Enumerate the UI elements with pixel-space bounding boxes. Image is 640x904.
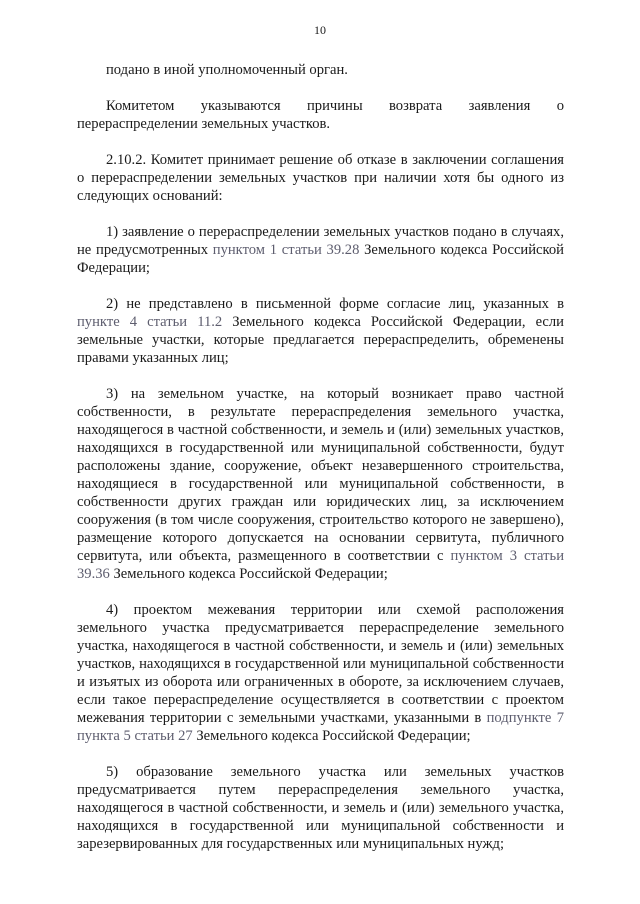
list-item-3-text: 3) на земельном участке, на который возникает право частной собственности, в результате перераспределения земельного участка, находящегося в частной собственности, и земель и (или) земельных участков, находящихся в государственной или муниципальной собственности, будут расположены здание, сооружение, объект незавершенного строительства, находящиеся в государственной или муниципальной собственности, в собственности других граждан или юридических лиц, за исключением сооружения (в том числе сооружения, строительство которого не завершено), размещение которого допускается на основании сервитута, публичного сервитута, или объекта, размещенного в соответствии с bbox=[77, 386, 564, 564]
list-item-2-tail: Земельного кодекса Российской Федерации, если земельные участки, которые предлагается перераспределить, обременены правами указанных лиц; bbox=[77, 314, 564, 366]
list-item-2-text: 2) не представлено в письменной форме согласие лиц, указанных в bbox=[106, 296, 564, 312]
page-number: 10 bbox=[314, 23, 326, 37]
legal-reference-link[interactable]: пунктом 1 статьи 39.28 bbox=[212, 242, 360, 258]
list-item-2 bbox=[77, 295, 564, 367]
list-item-1-text: 1) заявление о перераспределении земельных участков подано в случаях, не предусмотренных bbox=[77, 224, 564, 258]
document-body bbox=[77, 61, 564, 853]
list-item-5: 5) образование земельного участка или земельных участков предусматривается путем перераспределения земельного участка, находящегося в частной собственности, и земель и (или) земельного участка, находящихся в государственной или муниципальной собственности и зарезервированных для государственных или муниципальных нужд; bbox=[77, 764, 564, 852]
list-item-3-tail: Земельного кодекса Российской Федерации; bbox=[109, 566, 388, 582]
paragraph-continuation: подано в иной уполномоченный орган. bbox=[106, 62, 348, 78]
list-item-1-tail: Земельного кодекса Российской Федерации; bbox=[77, 242, 564, 276]
list-item-4-tail: Земельного кодекса Российской Федерации; bbox=[192, 728, 471, 744]
legal-reference-link[interactable]: пунктом 3 статьи 39.36 bbox=[77, 548, 565, 582]
paragraph-2-10-2: 2.10.2. Комитет принимает решение об отказе в заключении соглашения о перераспределении земельных участков при наличии хотя бы одного из следующих оснований: bbox=[77, 152, 564, 204]
list-item-4-text: 4) проектом межевания территории или схемой расположения земельного участка предусматривается перераспределение земельного участка, находящегося в частной собственности, и земель и (или) земельных участков, находящихся в государственной или муниципальной собственности и изъятых из оборота или ограниченных в обороте, за исключением случаев, если такое перераспределение осуществляется в соответствии с проектом межевания территории с земельными участками, указанными в bbox=[77, 602, 564, 726]
list-item-1 bbox=[77, 223, 564, 277]
list-item-3 bbox=[77, 385, 564, 583]
list-item-4 bbox=[77, 601, 564, 745]
paragraph-return-reasons: Комитетом указываются причины возврата заявления о перераспределении земельных участков. bbox=[77, 98, 564, 132]
legal-reference-link[interactable]: подпункте 7 пункта 5 статьи 27 bbox=[77, 710, 564, 744]
legal-reference-link[interactable]: пункте 4 статьи 11.2 bbox=[77, 314, 223, 330]
